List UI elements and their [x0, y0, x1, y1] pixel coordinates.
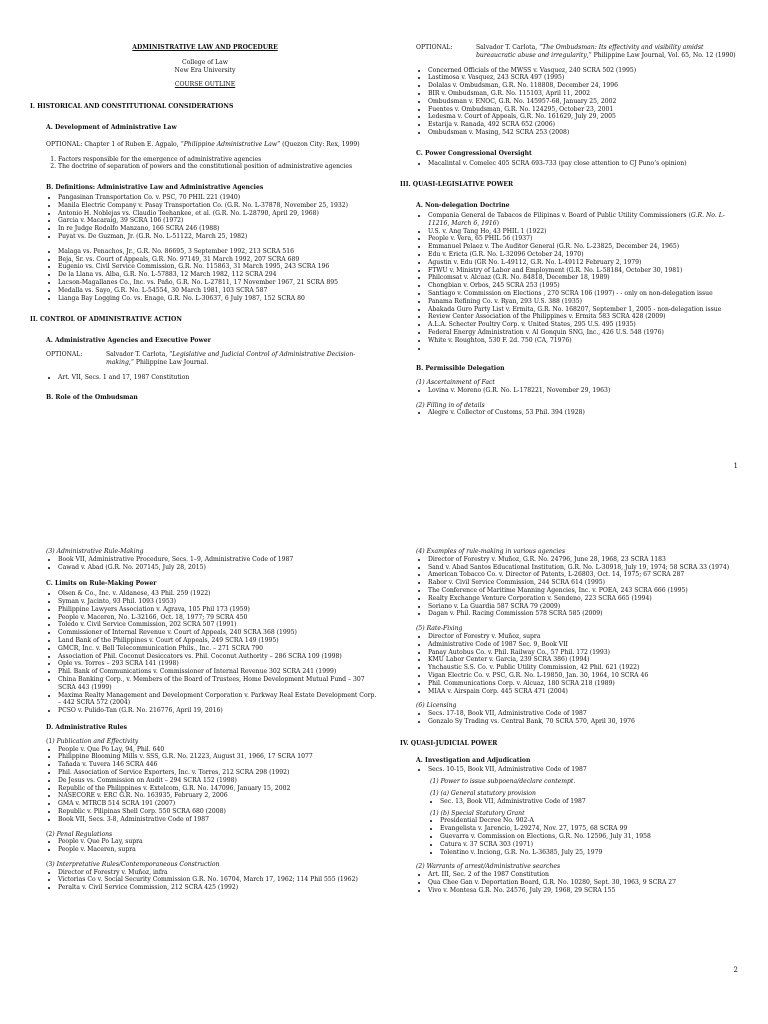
filling-details-list — [416, 409, 745, 417]
publication-heading: (1) Publication and Effectivity — [46, 737, 139, 745]
general-provision-list — [400, 798, 745, 806]
list-item: • Sec. 13, Book VII, Administrative Code of 1987 — [440, 798, 745, 806]
section-d-heading: D. Administrative Rules — [46, 723, 127, 731]
list-item: • People v. Maceren, No. L-32166, Oct. 18, 1977; 79 SCRA 450 — [58, 614, 380, 622]
list-item: • China Banking Corp., v. Members of the Board of Trustees, Home Development Mutual Fund – 307 SCRA 443 (1999) — [58, 676, 380, 692]
list-item: • Republic of the Philippines v. Extelcom, G.R. No. 147096, January 15, 2002 — [58, 785, 380, 793]
section-c-limits-heading: C. Limits on Rule-Making Power — [46, 580, 157, 588]
list-item: • Dagan v. Phil. Racing Commission 578 SCRA 585 (2009) — [428, 610, 745, 618]
list-item: • Gonzalo Sy Trading vs. Central Bank, 70 SCRA 570, April 30, 1976 — [428, 718, 745, 726]
general-provision-heading: (1) (a) General statutory provision — [430, 789, 536, 797]
non-delegation-cases-list — [416, 212, 745, 352]
list-item: • Guevarra v. Commission on Elections, G.R. No. 12596, July 31, 1958 — [440, 833, 745, 841]
list-item: • Evangelista v. Jarencio, L-29274, Nov. 27, 1975, 68 SCRA 99 — [440, 825, 745, 833]
section-a-heading: A. Development of Administrative Law — [46, 123, 177, 131]
list-item: • Malaga vs. Penachos, Jr., G.R. No. 86695, 3 September 1992, 213 SCRA 516 — [58, 248, 380, 256]
list-item: • Maxima Realty Management and Development Corporation v. Parkway Real Estate Development Corp. – 442 SCRA 572 (2004) — [58, 692, 380, 708]
list-item: • Macalintal v. Comelec 405 SCRA 693-733 (pay close attention to CJ Puno’s opinion) — [428, 160, 745, 168]
section-ii-a-heading: A. Administrative Agencies and Executive Power — [46, 337, 211, 345]
list-item: • Panay Autobus Co. v. Phil. Railway Co., 57 Phil. 172 (1993) — [428, 649, 745, 657]
list-item: • Peralta v. Civil Service Commission, 212 SCRA 425 (1992) — [58, 884, 380, 892]
list-item: • People v. Maceren, supra — [58, 846, 380, 854]
list-item: • Cawad v. Abad (G.R. No. 207145, July 28, 2015) — [58, 564, 380, 572]
optional-label: OPTIONAL: — [416, 44, 453, 51]
list-item: 1. Factors responsible for the emergence of administrative agencies — [58, 156, 380, 164]
list-item: • Director of Forestry v. Muñoz, supra — [428, 633, 745, 641]
list-item: • Administrative Code of 1987 Sec. 9, Book VII — [428, 641, 745, 649]
list-item: • Ople vs. Torres – 293 SCRA 141 (1998) — [58, 660, 380, 668]
ombudsman-optional: OPTIONAL: Salvador T. Carlota, “The Ombudsman: Its effectivity and visibility amidst bureaucratic abuse and irregularity,” Philippine Law Journal, Vol. 65, No. 12 (1990) — [416, 44, 736, 59]
section-a-factors-list — [30, 156, 380, 172]
list-item: • Book VII, Administrative Procedure, Secs. 1–9, Administrative Code of 1987 — [58, 556, 380, 564]
section-iv-a-heading: A. Investigation and Adjudication — [416, 756, 531, 764]
list-item: • Lacson-Magallanes Co., Inc. vs. Paño, G.R. No. L-27811, 17 November 1967, 21 SCRA 895 — [58, 279, 380, 287]
list-item: • Philippine Blooming Mills v. SSS, G.R. No. 21223, August 31, 1966, 17 SCRA 1077 — [58, 753, 380, 761]
list-item: • Chongbian v. Orbos, 245 SCRA 253 (1995) — [428, 282, 745, 290]
section-iii-b-heading: B. Permissible Delegation — [416, 365, 505, 373]
section-ii-c-list — [416, 160, 745, 168]
warrants-list — [416, 871, 745, 894]
section-iii-a-heading: A. Non-delegation Doctrine — [416, 202, 510, 210]
page-number: 2 — [733, 966, 738, 974]
list-item: • Panama Refining Co. v. Ryan, 293 U.S. 388 (1935) — [428, 298, 745, 306]
document-title: ADMINISTRATIVE LAW AND PROCEDURE — [132, 44, 278, 51]
list-item: • Director of Forestry v. Muñoz, G.R. No. 24796, June 28, 1968, 23 SCRA 1183 — [428, 556, 745, 564]
section-iii-heading: III. QUASI-LEGISLATIVE POWER — [400, 181, 514, 189]
university-name: New Era University — [174, 66, 236, 74]
section-b-heading: B. Definitions: Administrative Law and Administrative Agencies — [46, 184, 264, 192]
page-number: 1 — [733, 462, 738, 470]
list-item: • American Tobacco Co. v. Director of Patents, L-26803, Oct. 14, 1975; 67 SCRA 287 — [428, 571, 745, 579]
list-item: • GMA v. MTRCB 514 SCRA 191 (2007) — [58, 800, 380, 808]
list-item: • Ledesma v. Court of Appeals, G.R. No. 161629, July 29, 2005 — [428, 113, 745, 121]
ascertainment-list — [416, 387, 745, 395]
list-item: • KMU Labor Center v. Garcia, 239 SCRA 386) (1994) — [428, 656, 745, 664]
list-item: • Concerned Officials of the MWSS v. Vasquez, 240 SCRA 502 (1995) — [428, 67, 745, 75]
list-item: • NASECORE v. ERC G.R. No. 163935, February 2, 2006 — [58, 792, 380, 800]
section-ii-heading: II. CONTROL OF ADMINISTRATIVE ACTION — [30, 316, 182, 324]
list-item: • Land Bank of the Philippines v. Court of Appeals, 249 SCRA 149 (1995) — [58, 637, 380, 645]
list-item: • GMCR, Inc. v. Bell Telecommunication Phils., Inc. – 271 SCRA 790 — [58, 645, 380, 653]
list-item: • Republic v. Pilipinas Shell Corp. 550 SCRA 680 (2008) — [58, 808, 380, 816]
subpoena-heading: (1) Power to issue subpoena/declare contempt. — [430, 778, 576, 786]
list-item: • Book VII, Secs. 3-8, Administrative Code of 1987 — [58, 816, 380, 824]
section-iv-heading: IV. QUASI-JUDICIAL POWER — [400, 739, 498, 747]
list-item: • U.S. v. Ang Tang Ho, 43 PHIL 1 (1922) — [428, 228, 745, 236]
list-item: • BIR v. Ombudsman, G.R. No. 115103, April 11, 2002 — [428, 90, 745, 98]
list-item: • Garcia v. Macaraig, 39 SCRA 106 (1972) — [58, 217, 380, 225]
list-item: • Commissioner of Internal Revenue v. Court of Appeals, 240 SCRA 368 (1995) — [58, 629, 380, 637]
page1-left-column — [30, 44, 380, 404]
list-item: • Secs. 10-15, Book VII, Administrative Code of 1987 — [428, 766, 745, 774]
list-item: • Tolentino v. Inciong, G.R. No. L-36385, July 25, 1979 — [440, 849, 745, 857]
list-item: • Director of Forestry v. Muñoz, infra — [58, 869, 380, 877]
list-item: • Agustin v. Edu (GR No. L-49112, G.R. No. L-49112 February 2, 1979) — [428, 259, 745, 267]
rule-making-list — [46, 556, 380, 572]
special-grant-heading: (1) (b) Special Statutory Grant — [430, 809, 525, 817]
special-grant-list — [400, 817, 745, 856]
limits-cases-list — [46, 590, 380, 715]
section-ii-a-list — [46, 374, 380, 382]
list-item: • De la Llana vs. Alba, G.R. No. L-57883, 12 March 1982, 112 SCRA 294 — [58, 271, 380, 279]
list-item: • PCSO v. Pulido-Tan (G.R. No. 216776, April 19, 2016) — [58, 707, 380, 715]
penal-regulations-list — [46, 838, 380, 854]
list-item: • Secs. 17-18, Book VII, Administrative Code of 1987 — [428, 710, 745, 718]
list-item: • People v. Que Po Lay, supra — [58, 838, 380, 846]
list-item: • Abakada Guro Party List v. Ermita, G.R. No. 168207, September 1, 2005 - non-delegation issue — [428, 306, 745, 314]
rule-making-heading: (3) Administrative Rule-Making — [46, 548, 144, 555]
list-item: • Philcomsat v. Alcuaz (G.R. No. 84818, December 18, 1989) — [428, 274, 745, 282]
rule-making-examples-heading: (4) Examples of rule-making in various agencies — [416, 548, 566, 555]
list-item: • Review Center Association of the Philippines v. Ermita 583 SCRA 428 (2009) — [428, 313, 745, 321]
list-item: • Phil. Association of Service Exporters, Inc. v. Torres, 212 SCRA 298 (1992) — [58, 769, 380, 777]
ombudsman-cases-list — [416, 67, 745, 137]
list-item: • FTWU v. Ministry of Labor and Employment (G.R. No. L-58184, October 30, 1981) — [428, 267, 745, 275]
list-item: • MIAA v. Airspain Corp. 445 SCRA 471 (2004) — [428, 688, 745, 696]
list-item: • Lovina v. Moreno (G.R. No. L-178221, November 29, 1963) — [428, 387, 745, 395]
list-item — [428, 345, 745, 353]
list-item: • Edu v. Ericta (G.R. No. L-32096 October 24, 1970) — [428, 251, 745, 259]
list-item: • Philippine Lawyers Association v. Agrava, 105 Phil 173 (1959) — [58, 606, 380, 614]
list-item: • Presidential Decree No. 902-A — [440, 817, 745, 825]
list-item: • Art. III, Sec. 2 of the 1987 Constitution — [428, 871, 745, 879]
interpretative-rules-list — [46, 869, 380, 892]
list-item: • Phil. Bank of Communications v. Commissioner of Internal Revenue 302 SCRA 241 (1999) — [58, 668, 380, 676]
list-item: • People v. Vera, 65 PHIL 56 (1937) — [428, 235, 745, 243]
page1-right-column — [400, 44, 745, 417]
list-item: • Estarija v. Ranada, 492 SCRA 652 (2006) — [428, 121, 745, 129]
section-b-cases-list-2 — [46, 248, 380, 303]
list-item: • Catura v. 37 SCRA 303 (1971) — [440, 841, 745, 849]
optional-label: OPTIONAL: — [46, 350, 83, 358]
list-item: • Lastimosa v. Vasquez, 243 SCRA 497 (1995) — [428, 74, 745, 82]
list-item: • A.L.A. Schecter Poultry Corp. v. United States, 295 U.S. 495 (1935) — [428, 321, 745, 329]
list-item: • Ombudsman v. ENOC, G.R. No. 145957-68, January 25, 2002 — [428, 98, 745, 106]
list-item: • De Jesus vs. Commission on Audit – 294 SCRA 152 (1998) — [58, 777, 380, 785]
list-item: • Federal Energy Administration v. Al Gonquin SNG, Inc., 426 U.S. 548 (1976) — [428, 329, 745, 337]
list-item: • Tañada v. Tuvera 146 SCRA 446 — [58, 761, 380, 769]
list-item: • Phil. Communications Corp. v. Alcuaz, 180 SCRA 218 (1989) — [428, 680, 745, 688]
page2-right-column — [400, 548, 745, 894]
section-ii-c-heading: C. Power Congressional Oversight — [416, 149, 532, 157]
list-item: • Alegre v. Collector of Customs, 53 Phil. 394 (1928) — [428, 409, 745, 417]
list-item: • Fuentes v. Ombudsman, G.R. No. 124295, October 23, 2001 — [428, 106, 745, 114]
list-item: • Syman v. Jacinto, 93 Phil. 1093 (1953) — [58, 598, 380, 606]
list-item: • Art. VII, Secs. 1 and 17, 1987 Constitution — [58, 374, 380, 382]
penal-regulations-heading: (2) Penal Regulations — [46, 830, 113, 838]
licensing-list — [416, 710, 745, 726]
list-item: • Vigan Electric Co. v. PSC, G.R. No. L-19850, Jan. 30, 1964, 10 SCRA 46 — [428, 672, 745, 680]
list-item: • Toledo v. Civil Service Commission, 202 SCRA 507 (1991) — [58, 621, 380, 629]
course-outline-label: COURSE OUTLINE — [174, 81, 236, 89]
list-item: • Beja, Sr. vs. Court of Appeals, G.R. No. 97149, 31 March 1992, 207 SCRA 689 — [58, 256, 380, 264]
list-item: • Realty Exchange Venture Corporation v. Sendeno, 223 SCRA 665 (1994) — [428, 595, 745, 603]
filling-details-heading: (2) Filling in of details — [416, 401, 485, 409]
list-item: • Association of Phil. Coconut Desiccators vs. Phil. Coconut Authority – 286 SCRA 109 (1998) — [58, 653, 380, 661]
section-i-heading: I. HISTORICAL AND CONSTITUTIONAL CONSIDERATIONS — [30, 103, 234, 111]
list-item: • Emmanuel Pelaez v. The Auditor General (G.R. No. L-23825, December 24, 1965) — [428, 243, 745, 251]
school-name: College of Law — [181, 58, 229, 66]
list-item: • Olsen & Co., Inc. v. Aldanese, 43 Phil. 259 (1922) — [58, 590, 380, 598]
list-item: • Rabor v. Civil Service Commission, 244 SCRA 614 (1995) — [428, 579, 745, 587]
list-item: • The Conference of Maritime Manning Agencies, Inc. v. POEA, 243 SCRA 666 (1995) — [428, 587, 745, 595]
list-item: • Qua Chee Gan v. Deportation Board, G.R. No. 10280, Sept. 30, 1963, 9 SCRA 27 — [428, 879, 745, 887]
rate-fixing-heading: (5) Rate-Fixing — [416, 625, 463, 633]
list-item: • Antonio H. Noblejas vs. Claudio Teehankee, et al. (G.R. No. L-28790, April 29, 1968) — [58, 210, 380, 218]
section-b-cases-list-1 — [46, 194, 380, 241]
list-item: • Victorias Co v. Social Security Commission G.R. No. 16704, March 17, 1962; 114 Phil 555 (1962) — [58, 876, 380, 884]
list-item: • Lianga Bay Logging Co. vs. Enage, G.R. No. L-30637, 6 July 1987, 152 SCRA 80 — [58, 295, 380, 303]
section-ii-a-optional: OPTIONAL: Salvador T. Carlota, “Legislative and Judicial Control of Administrative Decision-making,” Philippine Law Journal. — [46, 350, 356, 366]
list-item: • Puyat vs. De Guzman, Jr. (G.R. No. L-51122, March 25, 1982) — [58, 233, 380, 241]
list-item: • In re Judge Rodolfo Manzano, 166 SCRA 246 (1988) — [58, 225, 380, 233]
list-item: • Ombudsman v. Masing, 542 SCRA 253 (2008) — [428, 129, 745, 137]
list-item: 2. The doctrine of separation of powers and the constitutional position of administrative agencies — [58, 163, 380, 171]
page-2 — [0, 512, 768, 1024]
list-item: • Santiago v. Commission on Elections , 270 SCRA 106 (1997) - - only on non-delegation issue — [428, 290, 745, 298]
list-item: • Eugenio vs. Civil Service Commission, G.R. No. 115863, 31 March 1995, 243 SCRA 196 — [58, 263, 380, 271]
licensing-heading: (6) Licensing — [416, 702, 457, 710]
list-item: • White v. Roughton, 530 F. 2d. 750 (CA, 71976) — [428, 337, 745, 345]
rate-fixing-list — [416, 633, 745, 695]
investigation-list — [416, 766, 745, 774]
list-item: • Pangasinan Transportation Co. v. PSC, 70 PHIL 221 (1940) — [58, 194, 380, 202]
list-item: • Medalla vs. Sayo, G.R. No. L-54554, 30 March 1981, 103 SCRA 587 — [58, 287, 380, 295]
section-ii-b-heading: B. Role of the Ombudsman — [46, 394, 138, 402]
list-item: • Compania General de Tabacos de Filipinas v. Board of Public Utility Commissioners (G.R. No. L-11216, March 6, 1916) — [428, 212, 745, 228]
list-item: • Ynchaustic S.S. Co. v. Public Utility Commission, 42 Phil. 621 (1922) — [428, 664, 745, 672]
list-item: • Dolalas v. Ombudsman, G.R. No. 118808, December 24, 1996 — [428, 82, 745, 90]
interpretative-rules-heading: (3) Interpretative Rules/Contemporaneous Construction — [46, 860, 220, 868]
list-item: • Soriano v. La Guardia 587 SCRA 79 (2009) — [428, 603, 745, 611]
page2-left-column — [30, 548, 380, 892]
warrants-heading: (2) Warrants of arrest/Administrative searches — [416, 863, 561, 871]
ascertainment-heading: (1) Ascertainment of Fact — [416, 379, 495, 387]
publication-list — [46, 746, 380, 824]
list-item: • Sand v. Abad Santos Educational Institution, G.R. No. L-30918, July 19, 1974; 58 SCRA 33 (1974) — [428, 564, 745, 572]
rule-making-examples-list — [416, 556, 745, 618]
list-item: • Manila Electric Company v. Pasay Transportation Co. (G.R. No. L-37878, November 25, 1932) — [58, 202, 380, 210]
section-a-optional: OPTIONAL: Chapter 1 of Ruben E. Agpalo, “Philippine Administrative Law” (Quezon City: Rex, 1999) — [46, 140, 360, 148]
list-item: • People v. Que Po Lay, 94, Phil. 640 — [58, 746, 380, 754]
list-item: • Vivo v. Montesa G.R. No. 24576, July 29, 1968, 29 SCRA 155 — [428, 887, 745, 895]
